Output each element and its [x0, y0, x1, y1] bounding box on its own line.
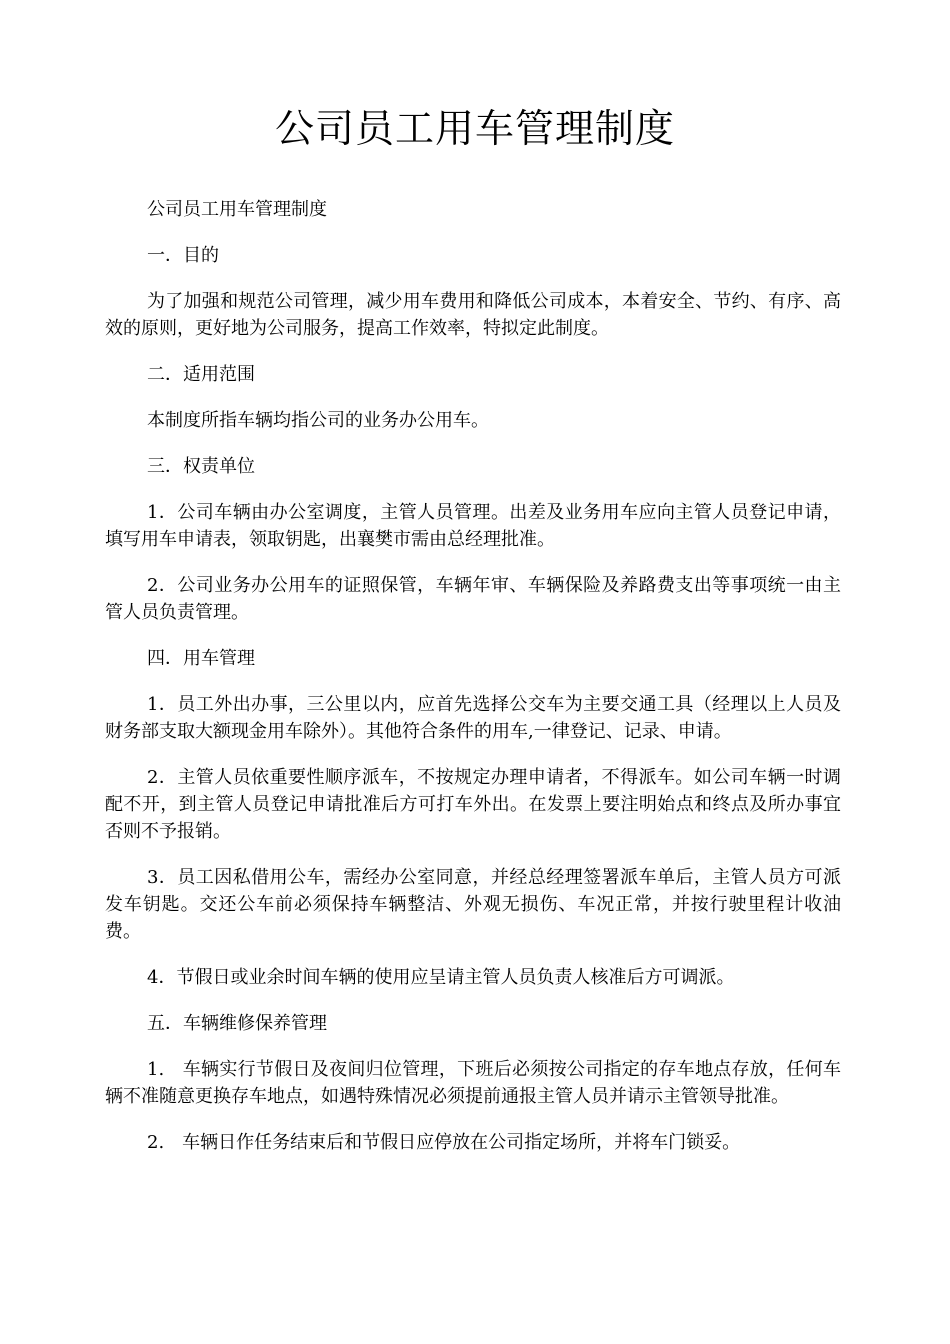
paragraph-usage-2: 2．主管人员依重要性顺序派车，不按规定办理申请者，不得派车。如公司车辆一时调配不开，到主管人员登记申请批准后方可打车外出。在发票上要注明始点和终点及所办事宜否则不予报销。: [105, 767, 841, 842]
paragraph-maintenance-2: 2. 车辆日作任务结束后和节假日应停放在公司指定场所，并将车门锁妥。: [147, 1132, 741, 1153]
paragraph-responsibility-2: 2．公司业务办公用车的证照保管，车辆年审、车辆保险及养路费支出等事项统一由主管人员负责管理。: [105, 575, 841, 623]
section-heading-scope: 二．适用范围: [147, 364, 255, 385]
paragraph-subtitle: 公司员工用车管理制度: [147, 199, 327, 220]
paragraph-usage-4: 4．节假日或业余时间车辆的使用应呈请主管人员负责人核准后方可调派。: [147, 967, 735, 988]
paragraph-scope: 本制度所指车辆均指公司的业务办公用车。: [147, 410, 489, 431]
document-title: 公司员工用车管理制度: [274, 107, 675, 152]
section-heading-responsibility: 三．权责单位: [147, 456, 255, 477]
section-heading-usage: 四．用车管理: [147, 648, 255, 669]
document-body: [105, 196, 841, 1175]
section-heading-purpose: 一．目的: [147, 245, 219, 266]
paragraph-purpose: 为了加强和规范公司管理，减少用车费用和降低公司成本，本着安全、节约、有序、高效的原则，更好地为公司服务，提高工作效率，特拟定此制度。: [105, 291, 841, 339]
paragraph-responsibility-1: 1．公司车辆由办公室调度，主管人员管理。出差及业务用车应向主管人员登记申请，填写用车申请表，领取钥匙，出襄樊市需由总经理批准。: [105, 502, 841, 550]
paragraph-usage-3: 3．员工因私借用公车，需经办公室同意，并经总经理签署派车单后，主管人员方可派发车钥匙。交还公车前必须保持车辆整洁、外观无损伤、车况正常，并按行驶里程计收油费。: [105, 867, 841, 942]
paragraph-usage-1: 1．员工外出办事，三公里以内，应首先选择公交车为主要交通工具（经理以上人员及财务部支取大额现金用车除外）。其他符合条件的用车,一律登记、记录、申请。: [105, 694, 841, 742]
section-heading-maintenance: 五．车辆维修保养管理: [147, 1013, 327, 1034]
paragraph-maintenance-1: 1. 车辆实行节假日及夜间归位管理，下班后必须按公司指定的存车地点存放，任何车辆不准随意更换存车地点，如遇特殊情况必须提前通报主管人员并请示主管领导批准。: [105, 1059, 841, 1107]
